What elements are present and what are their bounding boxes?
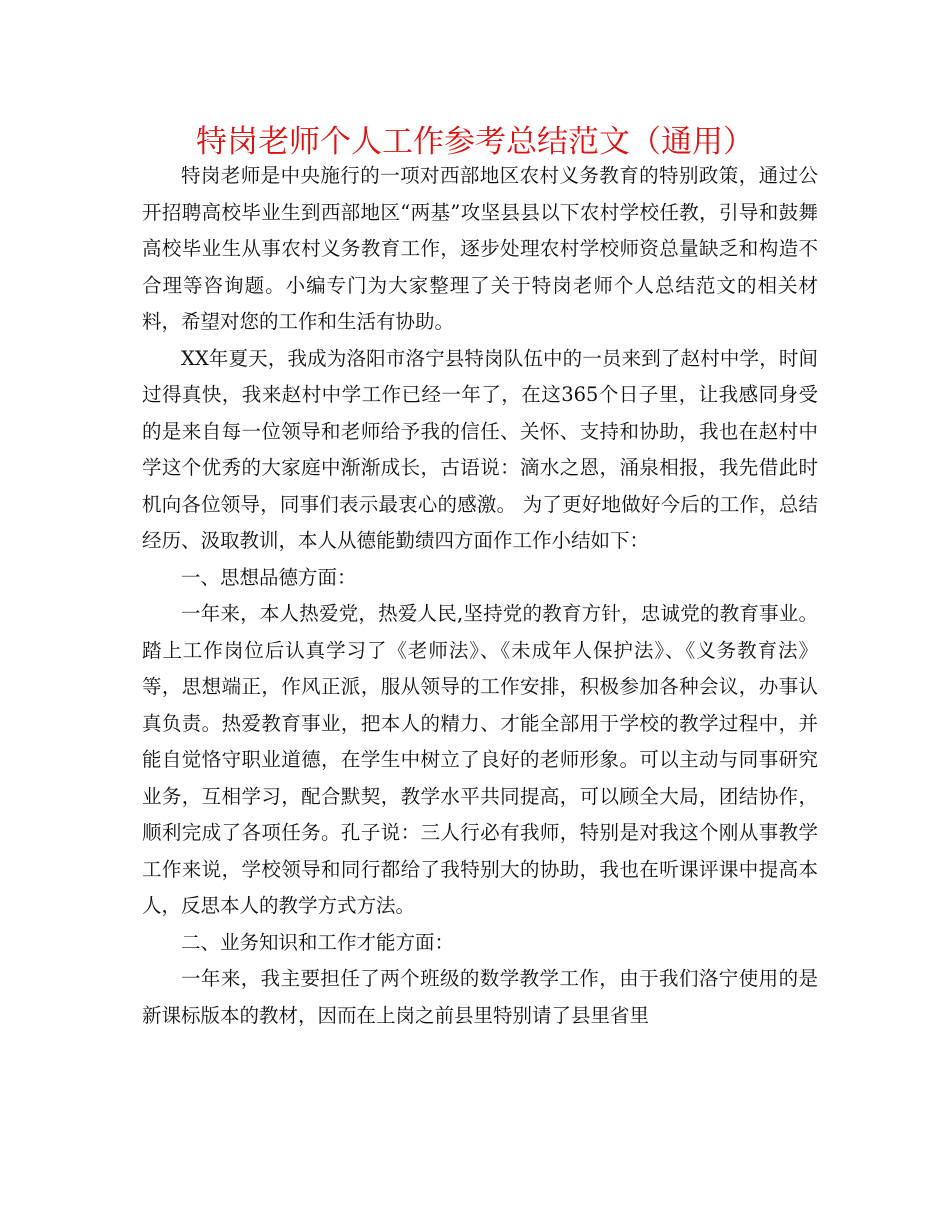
document-body <box>142 158 818 1034</box>
document-title: 特岗老师个人工作参考总结范文（通用） <box>196 124 754 160</box>
section-heading-ideology: 一、思想品德方面： <box>181 565 357 589</box>
paragraph-summer: XX年夏天，我成为洛阳市洛宁县特岗队伍中的一员来到了赵村中学，时间过得真快，我来赵村中学工作已经一年了，在这365个日子里，让我感同身受的是来自每一位领导和老师给予我的信任、关怀、支持和协助，我也在赵村中学这个优秀的大家庭中渐渐成长，古语说：滴水之恩，涌泉相报，我先借此时机向各位领导，同事们表示最衷心的感激。 为了更好地做好今后的工作，总结经历、汲取教训，本人从德能勤绩四方面作工作小结如下： <box>142 346 818 552</box>
paragraph-business: 一年来，我主要担任了两个班级的数学教学工作，由于我们洛宁使用的是新课标版本的教材，因而在上岗之前县里特别请了县里省里 <box>142 967 818 1027</box>
paragraph-ideology: 一年来，本人热爱党，热爱人民,坚持党的教育方针，忠诚党的教育事业。踏上工作岗位后认真学习了《老师法》、《未成年人保护法》、《义务教育法》等，思想端正，作风正派，服从领导的工作安排，积极参加各种会议，办事认真负责。热爱教育事业，把本人的精力、才能全部用于学校的教学过程中，并能自觉恪守职业道德，在学生中树立了良好的老师形象。可以主动与同事研究业务，互相学习，配合默契，教学水平共同提高，可以顾全大局，团结协作，顺利完成了各项任务。孔子说：三人行必有我师，特别是对我这个刚从事教学工作来说，学校领导和同行都给了我特别大的协助，我也在听课评课中提高本人，反思本人的教学方式方法。 <box>142 602 818 917</box>
section-heading-business: 二、业务知识和工作才能方面： <box>181 930 455 954</box>
paragraph-intro: 特岗老师是中央施行的一项对西部地区农村义务教育的特别政策，通过公开招聘高校毕业生到西部地区“两基”攻坚县县以下农村学校任教，引导和鼓舞高校毕业生从事农村义务教育工作，逐步处理农村学校师资总量缺乏和构造不合理等咨询题。小编专门为大家整理了关于特岗老师个人总结范文的相关材料，希望对您的工作和生活有协助。 <box>142 164 818 333</box>
